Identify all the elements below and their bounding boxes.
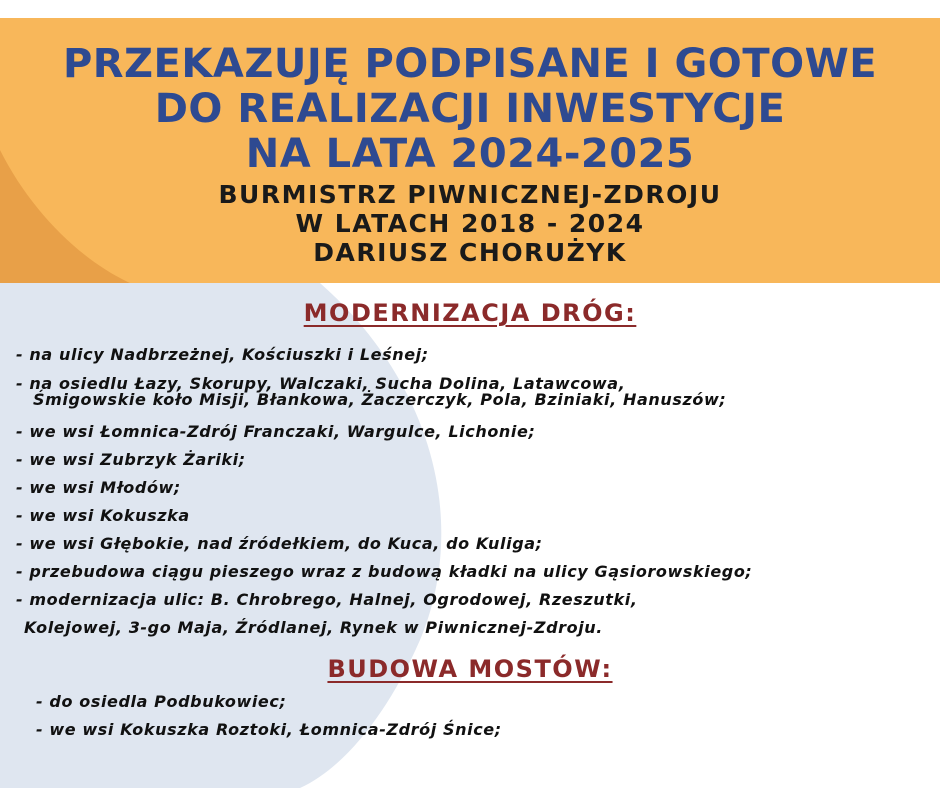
list-item-text: - we wsi Kokuszka Roztoki, Łomnica-Zdrój Śnice; xyxy=(36,720,502,739)
section-heading-bridges-text: BUDOWA MOSTÓW: xyxy=(327,655,613,683)
list-item-text: - przebudowa ciągu pieszego wraz z budową kładki na ulicy Gąsiorowskiego; xyxy=(16,562,753,581)
list-item-text: - we wsi Młodów; xyxy=(16,478,181,497)
section-heading-roads xyxy=(0,299,940,327)
list-item-text: - we wsi Łomnica-Zdrój Franczaki, Wargulce, Lichonie; xyxy=(16,422,536,441)
list-item-continuation: Kolejowej, 3-go Maja, Źródlanej, Rynek w Piwnicznej-Zdroju. xyxy=(24,618,603,637)
list-item-text: - we wsi Głębokie, nad źródełkiem, do Kuca, do Kuliga; xyxy=(16,534,543,553)
subtitle-line: BURMISTRZ PIWNICZNEJ-ZDROJU xyxy=(218,180,722,209)
list-item-text: - do osiedla Podbukowiec; xyxy=(36,692,287,711)
title-line: PRZEKAZUJĘ PODPISANE I GOTOWE xyxy=(62,41,878,87)
list-item xyxy=(16,535,543,553)
list-item-text: - modernizacja ulic: B. Chrobrego, Halnej, Ogrodowej, Rzeszutki, xyxy=(16,590,638,609)
subtitle-line: DARIUSZ CHORUŻYK xyxy=(313,238,627,267)
section-heading-roads-text: MODERNIZACJA DRÓG: xyxy=(303,299,637,327)
section-heading-bridges xyxy=(0,655,940,683)
list-item xyxy=(16,375,726,409)
author-block xyxy=(0,180,940,267)
title-line: NA LATA 2024-2025 xyxy=(245,131,695,177)
list-item xyxy=(36,721,502,739)
list-item xyxy=(16,507,190,525)
list-item-text: - na ulicy Nadbrzeżnej, Kościuszki i Leśnej; xyxy=(16,345,429,364)
list-item-text: - na osiedlu Łazy, Skorupy, Walczaki, Sucha Dolina, Latawcowa, xyxy=(16,374,626,393)
list-item-text: - we wsi Kokuszka xyxy=(16,506,190,525)
header xyxy=(0,0,940,283)
list-item xyxy=(16,346,429,364)
list-item-continuation: Śmigowskie koło Misji, Błankowa, Żaczerczyk, Pola, Bziniaki, Hanuszów; xyxy=(33,390,727,409)
list-item xyxy=(16,423,535,441)
list-item xyxy=(16,451,246,469)
title-line: DO REALIZACJI INWESTYCJE xyxy=(154,86,786,132)
list-item xyxy=(16,591,638,637)
list-item xyxy=(16,563,752,581)
list-item xyxy=(16,479,181,497)
subtitle-line: W LATACH 2018 - 2024 xyxy=(295,209,645,238)
page-title xyxy=(0,42,940,177)
list-item xyxy=(36,693,286,711)
list-item-text: - we wsi Zubrzyk Żariki; xyxy=(16,450,246,469)
